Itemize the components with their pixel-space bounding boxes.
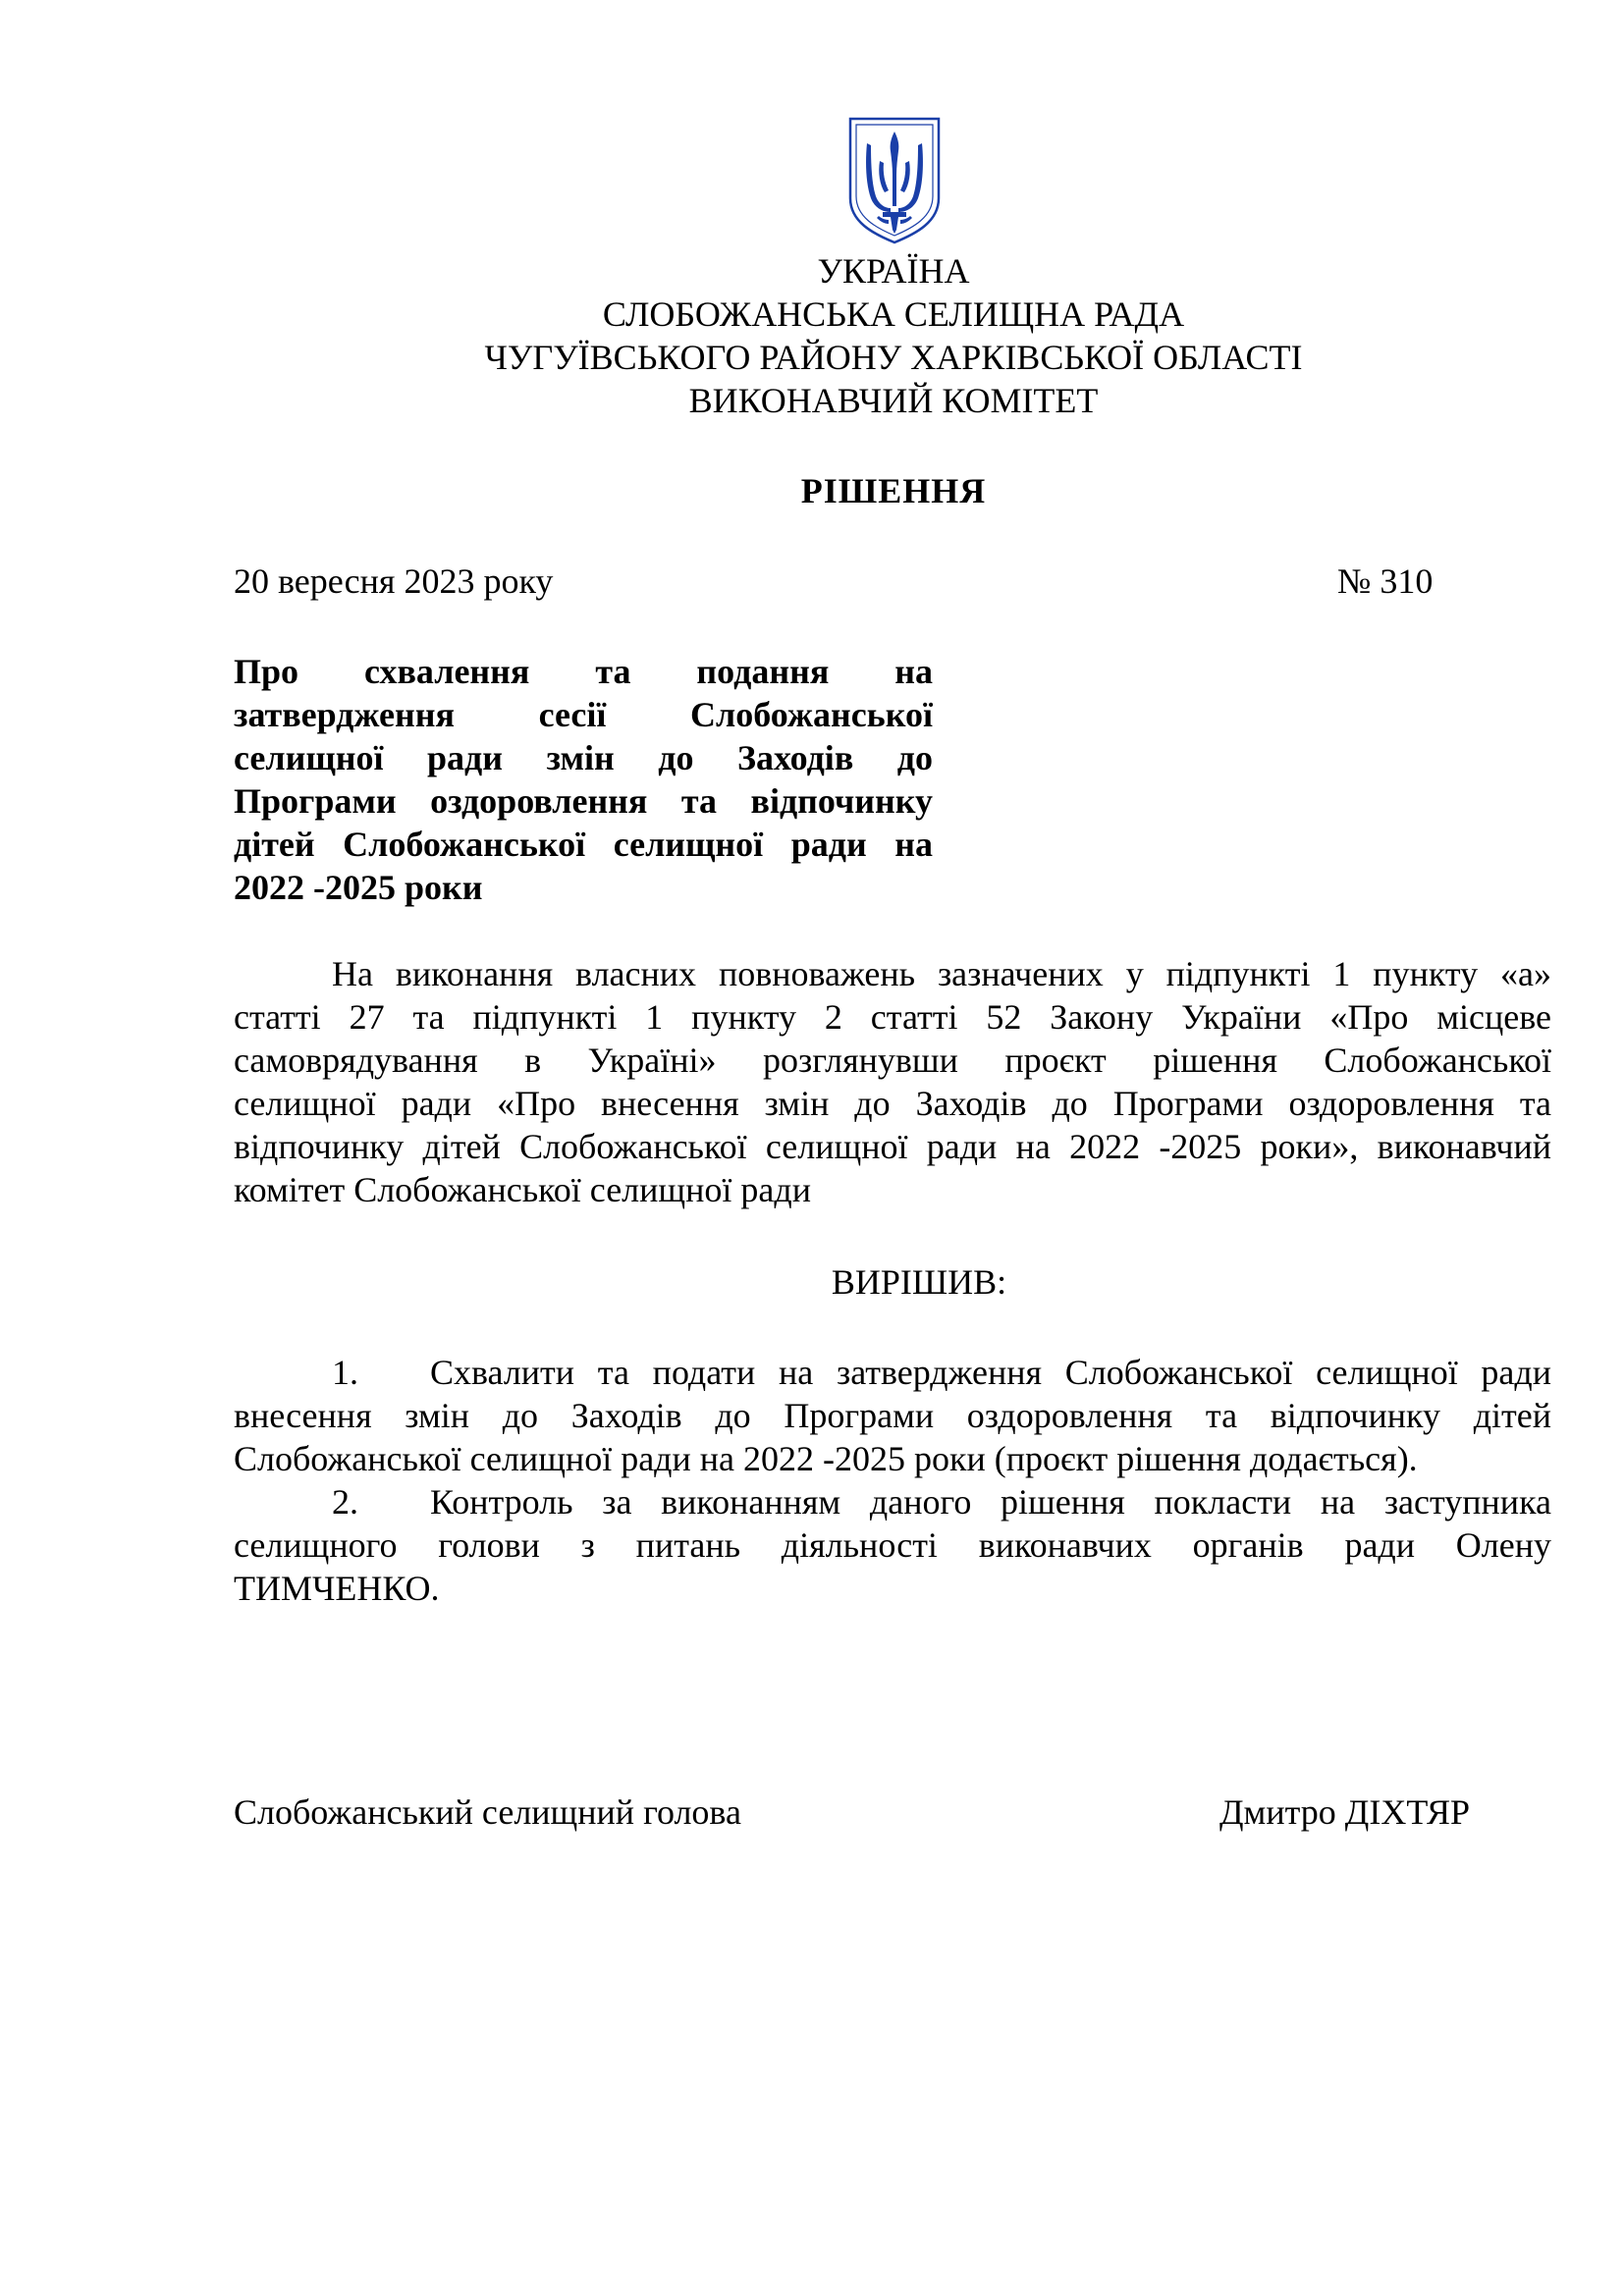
preamble-line: селищної ради «Про внесення змін до Заходів до Програми оздоровлення та [234, 1084, 1551, 1123]
item-line: Слобожанської селищної ради на 2022 -2025 роки (проєкт рішення додається). [234, 1439, 1418, 1478]
document-number: № 310 [1337, 561, 1434, 601]
preamble-line: комітет Слобожанської селищної ради [234, 1170, 811, 1209]
decision-items-list [234, 1351, 1551, 1610]
preamble-line: відпочинку дітей Слобожанської селищної ради на 2022 -2025 роки», виконавчий [234, 1127, 1551, 1166]
decision-item-2 [234, 1480, 1551, 1610]
item-number: 2. [332, 1482, 358, 1522]
item-line: селищного голови з питань діяльності виконавчих органів ради Олену [234, 1525, 1551, 1565]
item-line: Схвалити та подати на затвердження Слобожанської селищної ради [430, 1353, 1551, 1392]
decision-subject [234, 650, 933, 909]
preamble-line: самоврядування в Україні» розглянувши проєкт рішення Слобожанської [234, 1041, 1551, 1080]
header-executive-body: ВИКОНАВЧИЙ КОМІТЕТ [688, 381, 1099, 420]
header-country: УКРАЇНА [817, 251, 970, 291]
subject-line: Програми оздоровлення та відпочинку [234, 781, 933, 821]
decision-item-1 [234, 1351, 1551, 1480]
subject-line: Про схвалення та подання на [234, 652, 933, 691]
subject-line: 2022 -2025 роки [234, 868, 483, 907]
preamble-line: На виконання власних повноважень зазначених у підпункті 1 пункту «а» [332, 954, 1551, 993]
header-council: СЛОБОЖАНСЬКА СЕЛИЩНА РАДА [602, 294, 1185, 334]
signatory-position: Слобожанський селищний голова [234, 1792, 741, 1832]
document-type-title: РІШЕННЯ [800, 471, 987, 510]
item-first-line [234, 1351, 1551, 1394]
document-date: 20 вересня 2023 року [234, 561, 554, 601]
resolved-heading: ВИРІШИВ: [831, 1262, 1007, 1302]
item-line: внесення змін до Заходів до Програми оздоровлення та відпочинку дітей [234, 1396, 1551, 1435]
coat-of-arms-trident-icon [847, 116, 942, 245]
subject-line: селищної ради змін до Заходів до [234, 738, 933, 777]
subject-line: дітей Слобожанської селищної ради на [234, 825, 933, 864]
header-district: ЧУГУЇВСЬКОГО РАЙОНУ ХАРКІВСЬКОЇ ОБЛАСТІ [484, 338, 1303, 377]
signatory-name: Дмитро ДІХТЯР [1219, 1792, 1470, 1832]
item-first-line [234, 1480, 1551, 1523]
item-line: Контроль за виконанням даного рішення покласти на заступника [430, 1482, 1551, 1522]
subject-line: затвердження сесії Слобожанської [234, 695, 933, 734]
item-number: 1. [332, 1353, 358, 1392]
preamble-line: статті 27 та підпункті 1 пункту 2 статті 52 Закону України «Про місцеве [234, 997, 1551, 1037]
preamble-paragraph [234, 952, 1551, 1211]
item-line: ТИМЧЕНКО. [234, 1569, 440, 1608]
